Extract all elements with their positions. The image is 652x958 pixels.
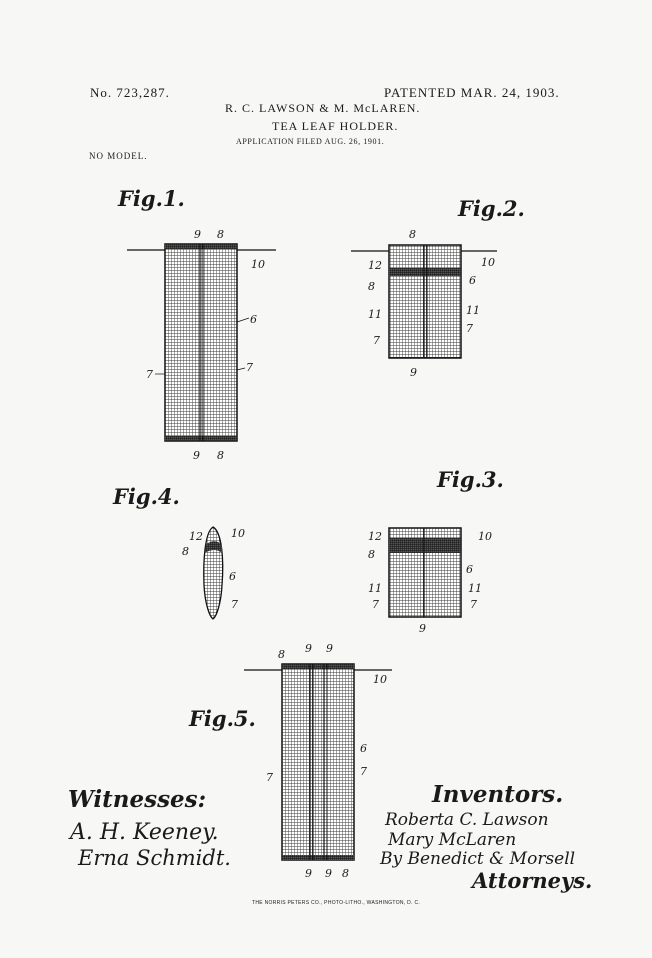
fig5-ref-8-top: 8 bbox=[278, 648, 285, 661]
fig3-ref-11-left: 11 bbox=[368, 582, 382, 595]
fig2-ref-10: 10 bbox=[481, 256, 495, 269]
fig2-ref-7-left: 7 bbox=[373, 334, 380, 347]
fig4-ref-10: 10 bbox=[231, 527, 245, 540]
inventor-names: R. C. LAWSON & M. McLAREN. bbox=[225, 101, 421, 115]
fig4-ref-8: 8 bbox=[182, 545, 189, 558]
fig1-ref-10: 10 bbox=[251, 258, 265, 271]
inventor-signature-1: Roberta C. Lawson bbox=[385, 810, 549, 830]
fig3-drawing bbox=[368, 528, 492, 635]
fig2-ref-8-left: 8 bbox=[368, 280, 375, 293]
fig4-drawing bbox=[182, 527, 245, 619]
fig2-drawing bbox=[351, 228, 497, 379]
fig1-label: Fig.1. bbox=[118, 186, 185, 211]
printer-credit: THE NORRIS PETERS CO., PHOTO-LITHO., WASHINGTON, D. C. bbox=[252, 900, 421, 906]
invention-title: TEA LEAF HOLDER. bbox=[272, 119, 399, 133]
fig2-ref-8-top: 8 bbox=[409, 228, 416, 241]
fig2-ref-11-left: 11 bbox=[368, 308, 382, 321]
fig1-ref-9-top: 9 bbox=[194, 228, 201, 241]
fig5-ref-7-left: 7 bbox=[266, 771, 273, 784]
fig4-ref-7: 7 bbox=[231, 598, 238, 611]
fig2-ref-7-right: 7 bbox=[466, 322, 473, 335]
fig5-drawing bbox=[244, 642, 392, 880]
fig3-ref-9: 9 bbox=[419, 622, 426, 635]
attorneys-heading: Attorneys. bbox=[472, 868, 593, 893]
fig1-ref-8-top: 8 bbox=[217, 228, 224, 241]
application-date: APPLICATION FILED AUG. 26, 1901. bbox=[236, 137, 385, 146]
fig4-ref-12: 12 bbox=[189, 530, 203, 543]
fig5-ref-8-bottom: 8 bbox=[342, 867, 349, 880]
fig5-ref-7-right: 7 bbox=[360, 765, 367, 778]
fig5-ref-10: 10 bbox=[373, 673, 387, 686]
fig3-ref-10: 10 bbox=[478, 530, 492, 543]
fig4-label: Fig.4. bbox=[113, 484, 180, 509]
fig2-ref-9: 9 bbox=[410, 366, 417, 379]
fig2-ref-12: 12 bbox=[368, 259, 382, 272]
attorney-signature: By Benedict & Morsell bbox=[380, 849, 576, 869]
patent-number: No. 723,287. bbox=[90, 85, 170, 100]
fig5-ref-9-top-b: 9 bbox=[326, 642, 333, 655]
patent-date: PATENTED MAR. 24, 1903. bbox=[384, 85, 560, 100]
fig3-ref-8: 8 bbox=[368, 548, 375, 561]
fig5-ref-9-bottom-b: 9 bbox=[325, 867, 332, 880]
fig1-ref-7-left: 7 bbox=[146, 368, 153, 381]
fig4-ref-6: 6 bbox=[229, 570, 236, 583]
fig5-ref-6: 6 bbox=[360, 742, 367, 755]
fig1-ref-8-bottom: 8 bbox=[217, 449, 224, 462]
fig3-ref-12: 12 bbox=[368, 530, 382, 543]
inventor-signature-2: Mary McLaren bbox=[388, 830, 517, 850]
fig2-label: Fig.2. bbox=[458, 196, 525, 221]
fig1-ref-6: 6 bbox=[250, 313, 257, 326]
fig2-ref-6: 6 bbox=[469, 274, 476, 287]
fig3-ref-7-right: 7 bbox=[470, 598, 477, 611]
fig5-label: Fig.5. bbox=[189, 706, 256, 731]
fig3-ref-11-right: 11 bbox=[468, 582, 482, 595]
fig5-ref-9-top-a: 9 bbox=[305, 642, 312, 655]
fig1-drawing bbox=[127, 228, 276, 462]
witnesses-heading: Witnesses: bbox=[68, 786, 207, 813]
fig2-ref-11-right: 11 bbox=[466, 304, 480, 317]
fig3-ref-7-left: 7 bbox=[372, 598, 379, 611]
fig3-ref-6: 6 bbox=[466, 563, 473, 576]
fig3-label: Fig.3. bbox=[437, 467, 504, 492]
witness-signature-1: A. H. Keeney. bbox=[70, 820, 219, 845]
fig1-ref-9-bottom: 9 bbox=[193, 449, 200, 462]
inventors-heading: Inventors. bbox=[432, 781, 564, 808]
witness-signature-2: Erna Schmidt. bbox=[78, 846, 231, 870]
model-note: NO MODEL. bbox=[89, 151, 148, 161]
fig1-ref-7-right: 7 bbox=[246, 361, 253, 374]
fig5-ref-9-bottom-a: 9 bbox=[305, 867, 312, 880]
